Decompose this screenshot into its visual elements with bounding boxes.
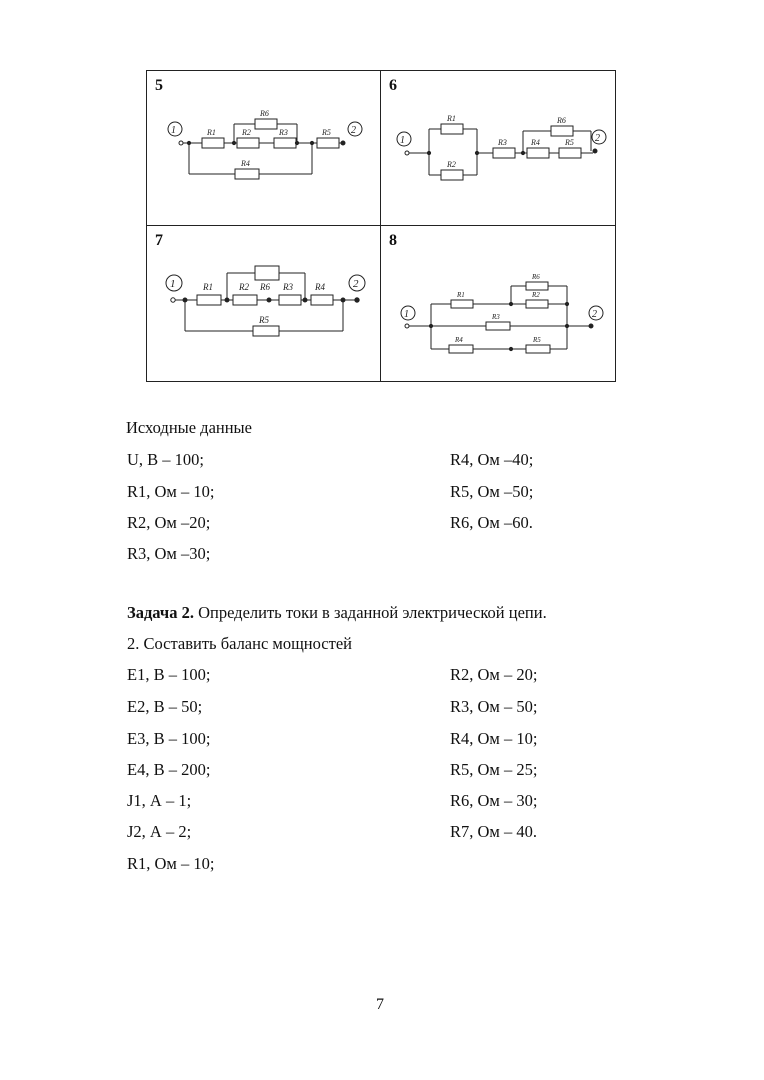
label-r4: R4 — [315, 282, 325, 292]
node-1-label: 1 — [170, 278, 176, 290]
label-r5: R5 — [322, 128, 331, 137]
figure-number: 8 — [389, 232, 397, 249]
param-line: R6, Ом –60. — [450, 513, 533, 532]
figure-number: 5 — [155, 77, 163, 94]
resistor-r1 — [197, 295, 221, 305]
label-r6: R6 — [557, 116, 566, 125]
param-line: R3, Ом – 50; — [450, 697, 538, 716]
resistor-r2 — [526, 300, 548, 308]
param-line: R5, Ом – 25; — [450, 760, 538, 779]
figure-number: 7 — [155, 232, 163, 249]
node-2-label: 2 — [353, 278, 359, 290]
resistor-r5 — [253, 326, 279, 336]
figure-5 — [147, 71, 381, 226]
resistor-r3 — [486, 322, 510, 330]
label-r5: R5 — [533, 336, 541, 344]
label-r1: R1 — [207, 128, 216, 137]
resistor-r4 — [527, 148, 549, 158]
circuit-5-diagram — [147, 71, 381, 226]
resistor-r1 — [451, 300, 473, 308]
label-r5: R5 — [259, 315, 269, 325]
circuit-8-diagram — [381, 226, 615, 381]
label-r5: R5 — [565, 138, 574, 147]
label-r6: R6 — [260, 282, 270, 292]
param-line: R4, Ом –40; — [450, 450, 534, 469]
resistor-r6 — [255, 119, 277, 129]
param-line: R5, Ом –50; — [450, 482, 534, 501]
label-r2: R2 — [242, 128, 251, 137]
resistor-r2 — [237, 138, 259, 148]
resistor-r5 — [526, 345, 550, 353]
param-line: U, В – 100; — [127, 450, 205, 469]
label-r6: R6 — [532, 273, 540, 281]
task2-item2: 2. Составить баланс мощностей — [127, 634, 352, 653]
label-r4: R4 — [241, 159, 250, 168]
circuit-7-diagram — [147, 226, 381, 381]
task2-label: Задача 2. — [127, 603, 194, 622]
param-line: E3, В – 100; — [127, 729, 211, 748]
node-1-label: 1 — [404, 309, 409, 320]
label-r3: R3 — [279, 128, 288, 137]
param-line: R1, Ом – 10; — [127, 482, 215, 501]
figure-7 — [147, 226, 381, 381]
param-line: E1, В – 100; — [127, 665, 211, 684]
node-1-label: 1 — [400, 135, 405, 146]
resistor-r4 — [235, 169, 259, 179]
param-line: R3, Ом –30; — [127, 544, 211, 563]
param-line: R7, Ом – 40. — [450, 822, 537, 841]
resistor-r3 — [493, 148, 515, 158]
figure-number: 6 — [389, 77, 397, 94]
resistor-r2 — [233, 295, 257, 305]
label-r2: R2 — [239, 282, 249, 292]
label-r6: R6 — [260, 109, 269, 118]
label-r3: R3 — [498, 138, 507, 147]
param-line: R1, Ом – 10; — [127, 854, 215, 873]
param-line: R2, Ом – 20; — [450, 665, 538, 684]
param-line: E2, В – 50; — [127, 697, 203, 716]
resistor-r6 — [255, 266, 279, 280]
resistor-r5 — [559, 148, 581, 158]
label-r1: R1 — [203, 282, 213, 292]
label-r2: R2 — [532, 291, 540, 299]
resistor-r5 — [317, 138, 339, 148]
circuit-6-diagram — [381, 71, 615, 226]
param-line: J1, А – 1; — [127, 791, 192, 810]
node-2-label: 2 — [351, 125, 356, 136]
param-line: R6, Ом – 30; — [450, 791, 538, 810]
param-line: J2, А – 2; — [127, 822, 192, 841]
param-line: R4, Ом – 10; — [450, 729, 538, 748]
resistor-r1 — [441, 124, 463, 134]
resistor-r6 — [551, 126, 573, 136]
param-line: R2, Ом –20; — [127, 513, 211, 532]
label-r1: R1 — [447, 114, 456, 123]
figure-6 — [381, 71, 615, 226]
initial-data-heading: Исходные данные — [126, 418, 252, 437]
node-1-label: 1 — [171, 125, 176, 136]
circuit-figure-grid — [146, 70, 616, 382]
resistor-r6 — [526, 282, 548, 290]
node-2-label: 2 — [595, 133, 600, 144]
task2-text: Определить токи в заданной электрической цепи. — [193, 603, 547, 622]
resistor-r3 — [274, 138, 296, 148]
label-r3: R3 — [283, 282, 293, 292]
label-r3: R3 — [492, 313, 500, 321]
task2-heading — [127, 603, 547, 623]
label-r2: R2 — [447, 160, 456, 169]
label-r1: R1 — [457, 291, 465, 299]
page-number: 7 — [376, 996, 384, 1013]
resistor-r3 — [279, 295, 301, 305]
figure-8 — [381, 226, 615, 381]
param-line: E4, В – 200; — [127, 760, 211, 779]
resistor-r4 — [311, 295, 333, 305]
resistor-r2 — [441, 170, 463, 180]
resistor-r1 — [202, 138, 224, 148]
label-r4: R4 — [531, 138, 540, 147]
label-r4: R4 — [455, 336, 463, 344]
node-2-label: 2 — [592, 309, 597, 320]
resistor-r4 — [449, 345, 473, 353]
